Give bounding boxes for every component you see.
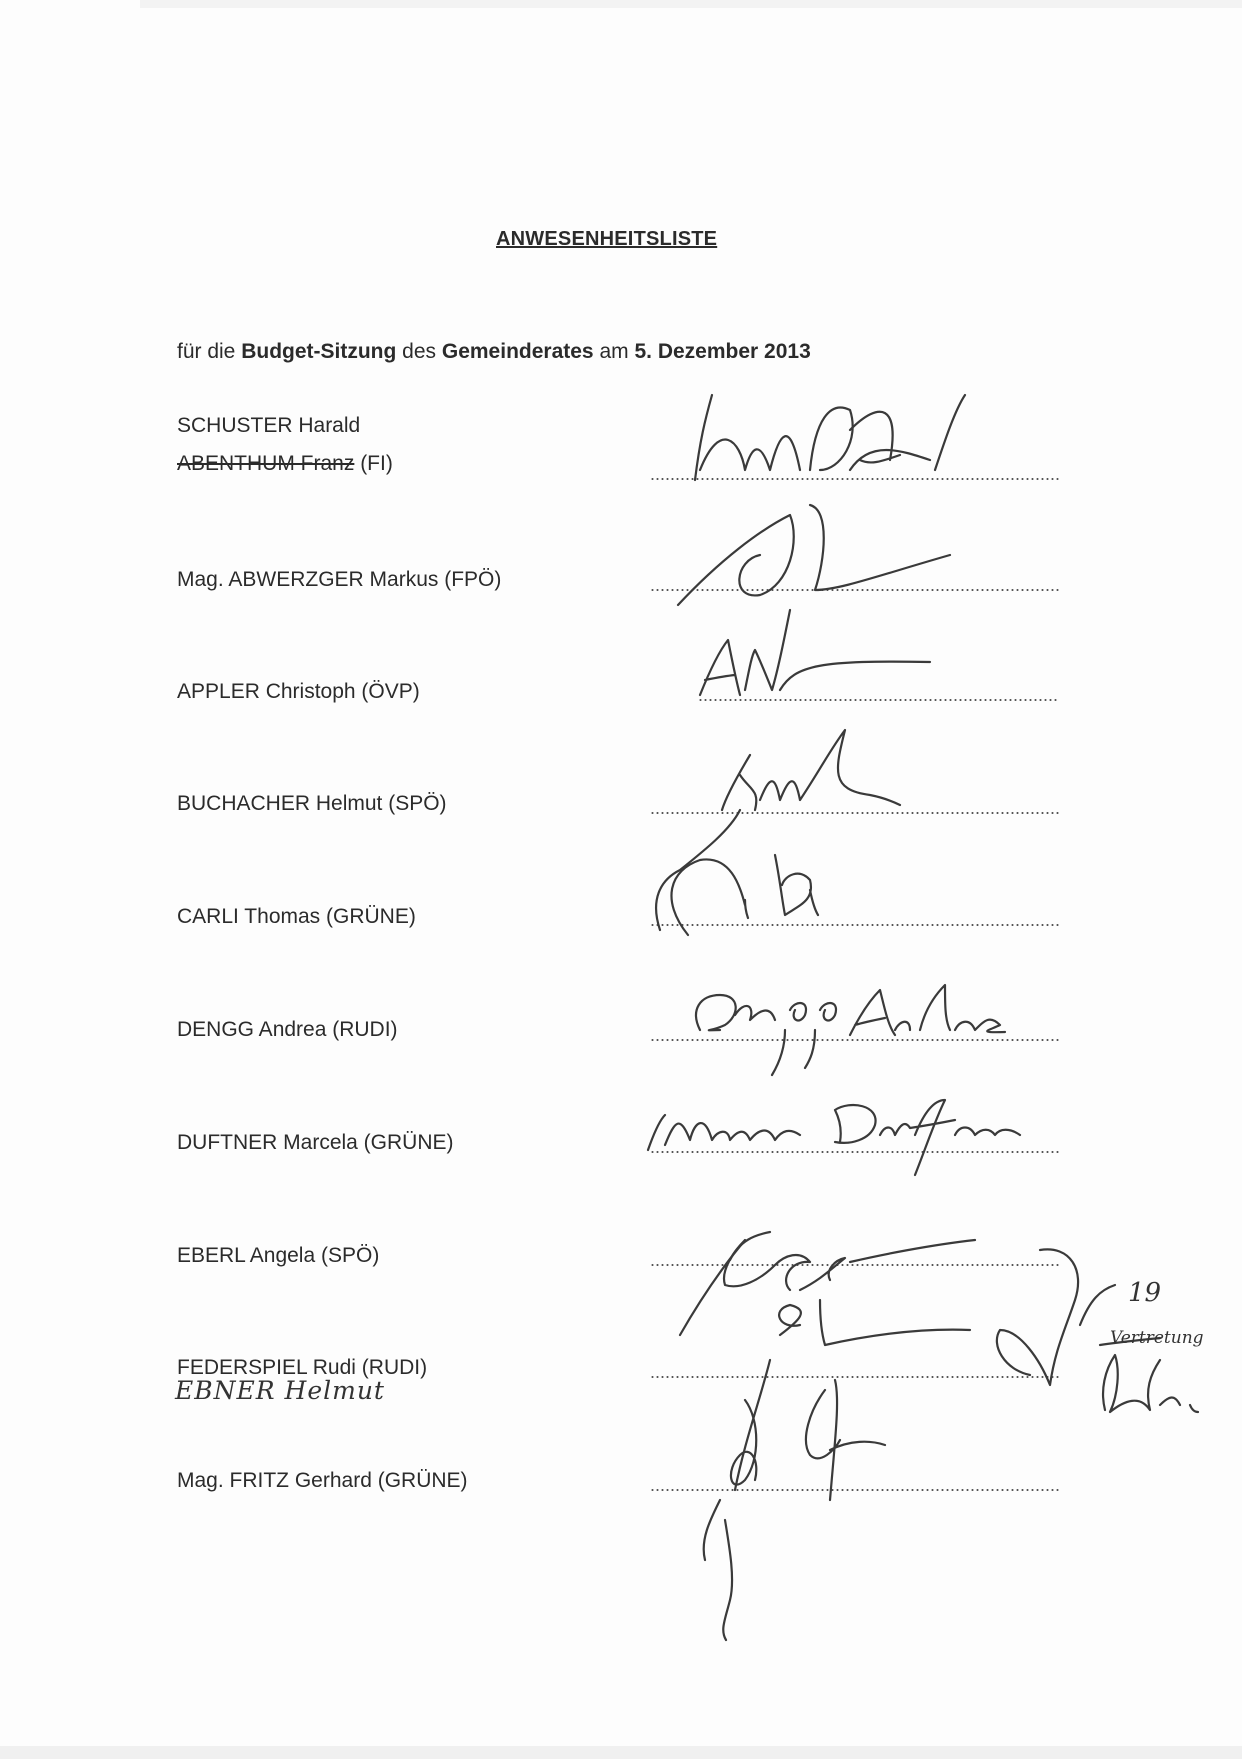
signature-line-3 bbox=[698, 699, 1058, 701]
signature-line-4 bbox=[650, 812, 1060, 814]
member-name-federspiel: FEDERSPIEL Rudi (RUDI) bbox=[177, 1356, 428, 1379]
signature-line-6 bbox=[650, 1039, 1060, 1041]
signature-line-2 bbox=[650, 589, 1060, 591]
signature-eberl bbox=[680, 1232, 975, 1335]
member-name-dengg: DENGG Andrea (RUDI) bbox=[177, 1018, 398, 1041]
signature-buchacher bbox=[656, 730, 900, 930]
intro-text-2: des bbox=[396, 340, 442, 363]
margin-note-word: Vertretung bbox=[1110, 1328, 1204, 1348]
party-suffix: (FI) bbox=[354, 452, 393, 475]
member-name-schuster: SCHUSTER Harald bbox=[177, 414, 361, 437]
signature-line-8 bbox=[650, 1264, 1060, 1266]
intro-text-1: für die bbox=[177, 340, 242, 363]
intro-gemeinderates: Gemeinderates bbox=[441, 340, 594, 363]
signature-line-1 bbox=[650, 478, 1060, 480]
member-name-duftner: DUFTNER Marcela (GRÜNE) bbox=[177, 1131, 454, 1154]
member-name-fritz: Mag. FRITZ Gerhard (GRÜNE) bbox=[177, 1469, 468, 1492]
signature-line-9 bbox=[650, 1376, 1060, 1378]
signature-fritz bbox=[704, 1380, 885, 1640]
signature-schuster bbox=[695, 395, 965, 480]
intro-date: 5. Dezember 2013 bbox=[634, 340, 811, 363]
scan-edge-bottom bbox=[0, 1746, 1242, 1759]
member-name-buchacher: BUCHACHER Helmut (SPÖ) bbox=[177, 792, 447, 815]
intro-text-3: am bbox=[593, 340, 635, 363]
signature-dengg bbox=[696, 985, 1005, 1075]
margin-note-number: 19 bbox=[1128, 1278, 1162, 1308]
member-name-eberl: EBERL Angela (SPÖ) bbox=[177, 1244, 380, 1267]
struck-name: ABENTHUM Franz bbox=[177, 452, 355, 475]
signature-line-10 bbox=[650, 1489, 1060, 1491]
handwritten-replacement-name: EBNER Helmut bbox=[175, 1376, 385, 1405]
member-name-carli: CARLI Thomas (GRÜNE) bbox=[177, 905, 416, 928]
signature-line-7 bbox=[650, 1151, 1060, 1153]
signature-carli bbox=[671, 855, 818, 935]
intro-line bbox=[177, 340, 811, 364]
signature-appler bbox=[700, 610, 930, 695]
signature-federspiel bbox=[735, 1249, 1078, 1490]
signature-line-5 bbox=[650, 924, 1060, 926]
member-name-abwerzger: Mag. ABWERZGER Markus (FPÖ) bbox=[177, 568, 502, 591]
signature-duftner bbox=[648, 1100, 1020, 1175]
member-name-abenthum bbox=[177, 452, 393, 476]
scan-edge-top bbox=[140, 0, 1242, 8]
intro-budget-sitzung: Budget-Sitzung bbox=[241, 340, 397, 363]
member-name-appler: APPLER Christoph (ÖVP) bbox=[177, 680, 420, 703]
document-title: ANWESENHEITSLISTE bbox=[496, 228, 718, 250]
